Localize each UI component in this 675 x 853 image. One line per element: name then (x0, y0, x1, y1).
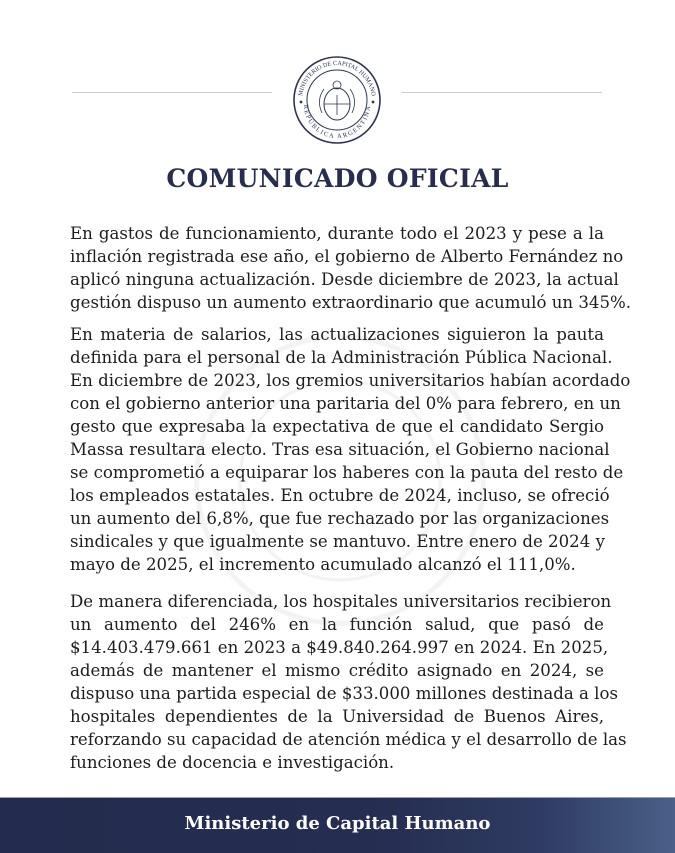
text-line: funciones de docencia e investigación. (70, 753, 395, 772)
paragraph-1 (70, 222, 632, 314)
text-line: definida para el personal de la Administración Pública Nacional. (70, 348, 613, 367)
text-line: mayo de 2025, el incremento acumulado alcanzó el 111,0%. (70, 555, 576, 574)
text-line: dispuso una partida especial de $33.000 millones destinada a los (70, 684, 618, 703)
text-line: reforzando su capacidad de atención médica y el desarrollo de las (70, 730, 627, 749)
footer-banner (0, 797, 675, 853)
text-line: En materia de salarios, las actualizaciones siguieron la pauta (70, 325, 604, 344)
paragraph-3 (70, 590, 627, 774)
text-line: con el gobierno anterior una paritaria del 0% para febrero, en un (70, 394, 621, 413)
text-line: sindicales y que igualmente se mantuvo. Entre enero de 2024 y (70, 532, 605, 551)
text-line: además de mantener el mismo crédito asignado en 2024, se (70, 661, 604, 680)
paragraph-2 (70, 323, 631, 576)
text-line: los empleados estatales. En octubre de 2024, incluso, se ofreció (70, 486, 610, 505)
text-line: $14.403.479.661 en 2023 a $49.840.264.997 en 2024. En 2025, (70, 638, 609, 657)
header-rule-right (402, 92, 602, 93)
text-line: un aumento del 246% en la función salud, que pasó de (70, 615, 604, 634)
text-line: inflación registrada ese año, el gobierno de Alberto Fernández no (70, 247, 624, 266)
svg-text:REPÚBLICA ARGENTINA: REPÚBLICA ARGENTINA (301, 104, 373, 141)
text-line: gesto que expresaba la expectativa de que el candidato Sergio (70, 417, 604, 436)
text-line: gestión dispuso un aumento extraordinario que acumuló un 345%. (70, 293, 632, 312)
text-line: En gastos de funcionamiento, durante todo el 2023 y pese a la (70, 224, 604, 243)
svg-text:MINISTERIO DE CAPITAL HUMANO: MINISTERIO DE CAPITAL HUMANO (297, 59, 377, 97)
ministry-seal-logo (292, 55, 382, 145)
text-line: un aumento del 6,8%, que fue rechazado por las organizaciones (70, 509, 610, 528)
text-line: aplicó ninguna actualización. Desde diciembre de 2023, la actual (70, 270, 619, 289)
footer-ministry-name: Ministerio de Capital Humano (184, 813, 491, 834)
text-line: hospitales dependientes de la Universidad de Buenos Aires, (70, 707, 604, 726)
text-line: se comprometió a equiparar los haberes con la pauta del resto de (70, 463, 624, 482)
text-line: De manera diferenciada, los hospitales universitarios recibieron (70, 592, 612, 611)
header-rule-left (72, 92, 272, 93)
page-title: COMUNICADO OFICIAL (166, 164, 509, 193)
text-line: Massa resultara electo. Tras esa situación, el Gobierno nacional (70, 440, 610, 459)
text-line: En diciembre de 2023, los gremios universitarios habían acordado (70, 371, 631, 390)
